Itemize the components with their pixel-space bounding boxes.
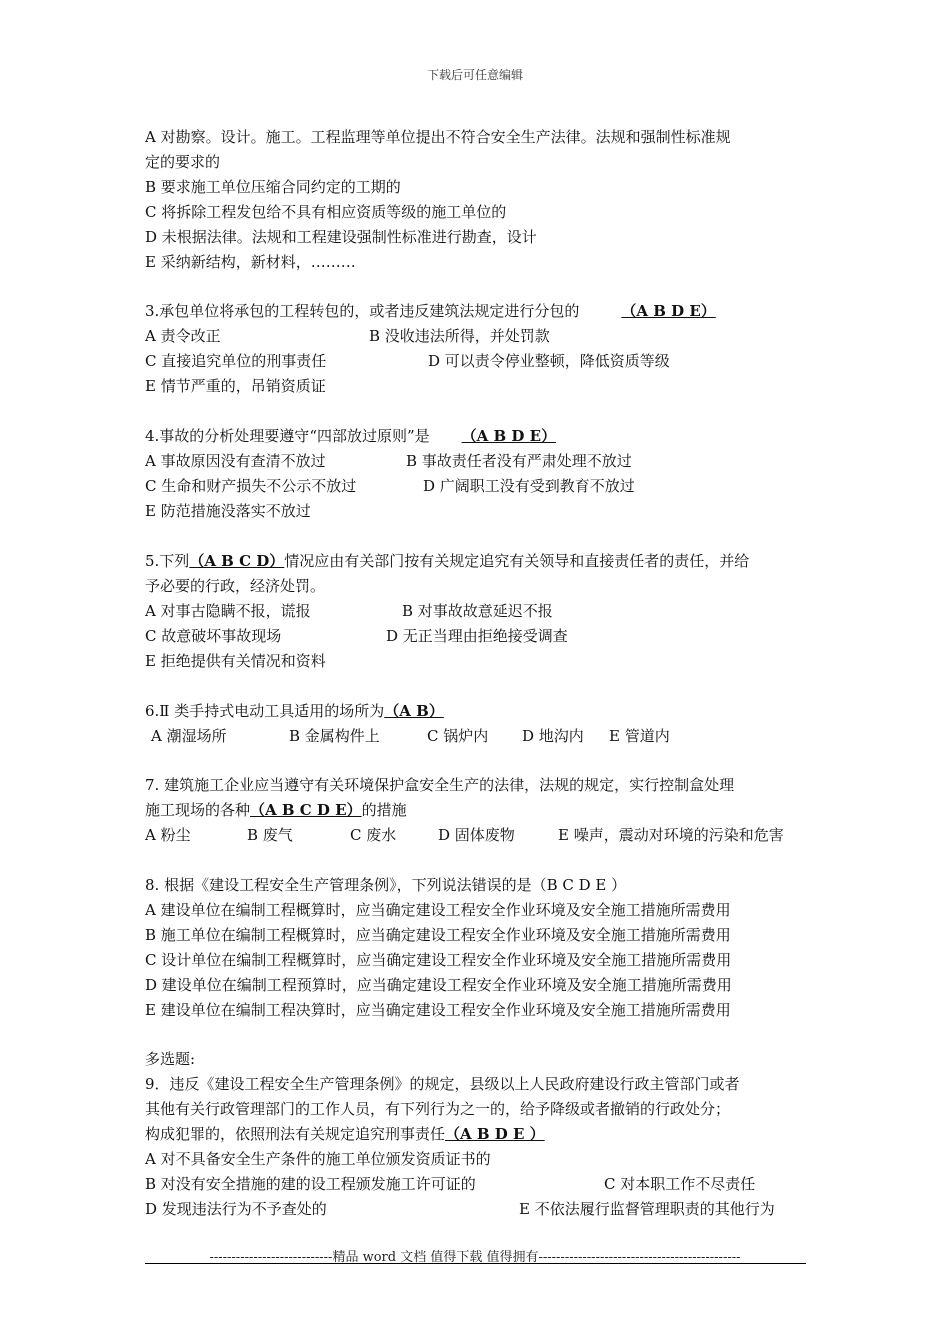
question-7-stem: 7. 建筑施工企业应当遵守有关环境保护盒安全生产的法律，法规的规定，实行控制盒处理 (145, 776, 735, 794)
q8-option-b: B 施工单位在编制工程概算时，应当确定建设工程安全作业环境及安全施工措施所需费用 (145, 926, 731, 944)
q9-option-c: C 对本职工作不尽责任 (604, 1175, 756, 1193)
question-6-answer: （A B） (384, 702, 444, 720)
q5-option-d: D 无正当理由拒绝接受调查 (386, 627, 568, 645)
q8-option-d: D 建设单位在编制工程预算时，应当确定建设工程安全作业环境及安全施工措施所需费用 (145, 976, 732, 994)
question-5-post: 情况应由有关部门按有关规定追究有关领导和直接责任者的责任，并给 (284, 552, 750, 570)
q4-option-d: D 广阔职工没有受到教育不放过 (423, 477, 635, 495)
q4-option-c: C 生命和财产损失不公示不放过 (145, 477, 357, 495)
q9-option-e: E 不依法履行监督管理职责的其他行为 (519, 1200, 775, 1218)
q6-option-c: C 锅炉内 (427, 727, 489, 745)
q8-option-c: C 设计单位在编制工程概算时，应当确定建设工程安全作业环境及安全施工措施所需费用 (145, 951, 732, 969)
question-4-stem (145, 426, 556, 446)
q7-option-d: D 固体废物 (438, 826, 515, 844)
question-5-pre: 5.下列 (145, 552, 190, 570)
question-6-text: 6.Ⅱ 类手持式电动工具适用的场所为 (145, 702, 385, 720)
question-7-continued (145, 800, 407, 820)
option-b: B 要求施工单位压缩合同约定的工期的 (145, 178, 401, 196)
question-4-text: 4.事故的分析处理要遵守“四部放过原则”是 (145, 427, 430, 445)
q4-option-b: B 事故责任者没有严肃处理不放过 (406, 452, 632, 470)
footer-rule (145, 1263, 806, 1264)
section-heading: 多选题: (145, 1050, 196, 1068)
q8-option-e: E 建设单位在编制工程决算时，应当确定建设工程安全作业环境及安全施工措施所需费用 (145, 1001, 731, 1019)
q4-option-e: E 防范措施没落实不放过 (145, 502, 311, 520)
question-6-stem (145, 701, 444, 721)
question-3-text: 3.承包单位将承包的工程转包的，或者违反建筑法规定进行分包的 (145, 302, 580, 320)
q8-option-a: A 建设单位在编制工程概算时，应当确定建设工程安全作业环境及安全施工措施所需费用 (145, 901, 731, 919)
question-3-stem (145, 301, 716, 321)
question-7-pre: 施工现场的各种 (145, 801, 251, 819)
option-e: E 采纳新结构，新材料，……… (145, 253, 356, 271)
option-d: D 未根据法律。法规和工程建设强制性标准进行勘查，设计 (145, 228, 537, 246)
q4-option-a: A 事故原因没有查清不放过 (145, 452, 326, 470)
q3-option-c: C 直接追究单位的刑事责任 (145, 352, 327, 370)
q6-option-d: D 地沟内 (522, 727, 584, 745)
q3-option-b: B 没收违法所得，并处罚款 (369, 327, 550, 345)
q9-option-b: B 对没有安全措施的建的设工程颁发施工许可证的 (145, 1175, 476, 1193)
option-a: A 对勘察。设计。施工。工程监理等单位提出不符合安全生产法律。法规和强制性标准规 (145, 128, 731, 146)
q5-option-a: A 对事古隐瞒不报，谎报 (145, 602, 311, 620)
question-9-answer: （A B D E ） (445, 1125, 545, 1143)
q7-option-b: B 废气 (247, 826, 293, 844)
question-5-continued: 予必要的行政，经济处罚。 (145, 577, 326, 595)
q7-option-e: E 噪声，震动对环境的污染和危害 (558, 826, 784, 844)
q6-option-e: E 管道内 (609, 727, 670, 745)
q9-option-a: A 对不具备安全生产条件的施工单位颁发资质证书的 (145, 1150, 491, 1168)
page-header: 下载后可任意编辑 (426, 68, 523, 82)
q3-option-e: E 情节严重的，吊销资质证 (145, 377, 326, 395)
question-3-answer: （A B D E） (621, 302, 716, 320)
q7-option-c: C 废水 (350, 826, 397, 844)
question-9-stem: 9．违反《建设工程安全生产管理条例》的规定，县级以上人民政府建设行政主管部门或者 (145, 1075, 740, 1093)
page-footer: ----------------------------精品 word 文档 值得下载 值得拥有---------------------------------------------- (209, 1250, 741, 1265)
question-5-answer: （A B C D） (189, 552, 285, 570)
q6-option-a: A 潮湿场所 (151, 727, 227, 745)
question-7-answer: （A B C D E） (250, 801, 362, 819)
question-9-line2: 其他有关行政管理部门的工作人员，有下列行为之一的，给予降级或者撤销的行政处分； (145, 1100, 731, 1118)
q5-option-c: C 故意破坏事故现场 (145, 627, 282, 645)
q3-option-a: A 责令改正 (145, 327, 221, 345)
question-8-stem: 8. 根据《建设工程安全生产管理条例》，下列说法错误的是（B C D E ） (145, 876, 627, 894)
question-5-stem (145, 551, 749, 571)
q9-option-d: D 发现违法行为不予查处的 (145, 1200, 327, 1218)
q6-option-b: B 金属构件上 (289, 727, 380, 745)
q5-option-b: B 对事故故意延迟不报 (402, 602, 553, 620)
q5-option-e: E 拒绝提供有关情况和资料 (145, 652, 326, 670)
question-9-pre: 构成犯罪的，依照刑法有关规定追究刑事责任 (145, 1125, 446, 1143)
question-4-answer: （A B D E） (461, 427, 557, 445)
option-c: C 将拆除工程发包给不具有相应资质等级的施工单位的 (145, 203, 507, 221)
question-9-line3 (145, 1124, 545, 1144)
q3-option-d: D 可以责令停业整顿，降低资质等级 (428, 352, 670, 370)
question-7-post: 的措施 (361, 801, 407, 819)
option-a-continued: 定的要求的 (145, 153, 221, 171)
q7-option-a: A 粉尘 (145, 826, 191, 844)
